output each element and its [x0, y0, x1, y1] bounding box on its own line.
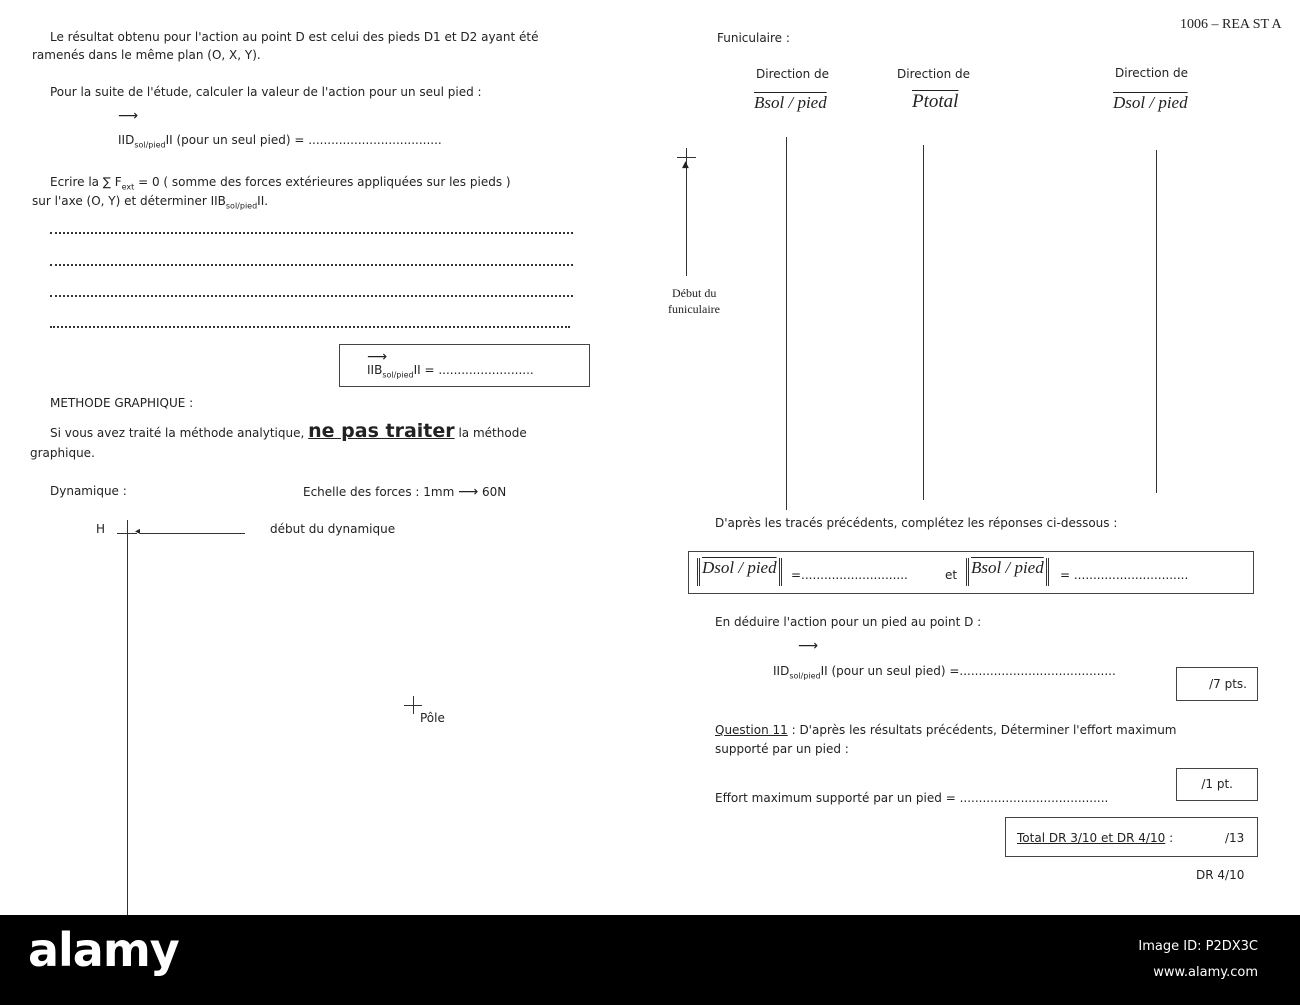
arrow-up-icon: ▲ [682, 160, 689, 170]
direction-vector-2: Ptotal [912, 91, 959, 112]
question-11: Question 11 : D'après les résultats précédents, Déterminer l'effort maximum [715, 723, 1177, 737]
vector-arrow-icon: ⟶ [798, 638, 819, 654]
complete-instruction: D'après les tracés précédents, complétez les réponses ci-dessous : [715, 516, 1118, 530]
b-result-field[interactable]: = .............................. [1060, 568, 1189, 582]
funiculaire-label: Funiculaire : [717, 31, 790, 45]
vector-arrow-icon: ⟶ [367, 349, 388, 365]
b-answer-box[interactable] [339, 344, 590, 387]
direction-label-3: Direction de [1115, 66, 1189, 80]
answer-line-1[interactable] [50, 232, 573, 234]
b-answer-text: $IIB_{sol/pied}II$ = ......................... [367, 363, 534, 380]
points-box-1 [1176, 768, 1258, 801]
vector-arrow-icon: ⟶ [118, 108, 139, 124]
d-result-field[interactable]: =............................ [791, 568, 908, 582]
pole-label: Pôle [420, 711, 445, 725]
results-box[interactable] [688, 551, 1254, 594]
alamy-url: www.alamy.com [1153, 965, 1258, 980]
dynamique-pointer-line [140, 533, 245, 534]
document-ref: 1006 – REA ST A [1180, 17, 1282, 32]
method-note: Si vous avez traité la méthode analytique, ne pas traiter la méthode [50, 420, 527, 442]
arrow-left-icon: ◂ [135, 526, 141, 537]
intro-line-2: ramenés dans le même plan (O, X, Y). [32, 48, 261, 62]
points-1: /1 pt. [1201, 777, 1233, 791]
total-box [1005, 817, 1258, 857]
direction-line-p [923, 145, 924, 500]
points-box-7 [1176, 667, 1258, 701]
d-result-formula[interactable]: $IID_{sol/pied}II$ (pour un seul pied) =......................................... [773, 664, 1116, 681]
points-7: /7 pts. [1209, 677, 1247, 691]
d-formula: $IID_{sol/pied}II$ (pour un seul pied) = ................................... [118, 133, 442, 150]
b-norm: Bsol / pied [966, 558, 1049, 586]
intro-line-1: Le résultat obtenu pour l'action au point D est celui des pieds D1 et D2 ayant été [50, 30, 539, 44]
force-scale: Echelle des forces : 1mm ⟶ 60N [303, 484, 507, 500]
d-norm: Dsol / pied [697, 558, 782, 586]
effort-max-field[interactable]: Effort maximum supporté par un pied = ....................................... [715, 791, 1109, 805]
image-id: Image ID: P2DX3C [1138, 939, 1258, 954]
question-11-line-2: supporté par un pied : [715, 742, 849, 756]
sum-forces-line-2: sur l'axe (O, Y) et déterminer $IIB_{sol/pied}II$. [32, 194, 269, 211]
page-number: DR 4/10 [1196, 868, 1245, 882]
funiculaire-start-1: Début du [672, 286, 717, 300]
dynamique-vertical-line [127, 520, 128, 915]
total-label: Total DR 3/10 et DR 4/10 : [1017, 831, 1174, 845]
direction-label-1: Direction de [756, 67, 830, 81]
sum-forces-line: Ecrire la ∑ $F_{ext} = 0$ ( somme des forces extérieures appliquées sur les pieds ) [50, 175, 511, 192]
direction-line-b [786, 137, 787, 510]
direction-vector-3: Dsol / pied [1113, 93, 1188, 112]
instruction-calc: Pour la suite de l'étude, calculer la valeur de l'action pour un seul pied : [50, 85, 482, 99]
answer-line-4[interactable] [50, 326, 570, 328]
dynamique-start-label: début du dynamique [270, 522, 396, 536]
cross-h-mark [117, 533, 137, 534]
answer-line-3[interactable] [50, 295, 573, 297]
method-note-2: graphique. [30, 446, 95, 460]
point-h-label: H [96, 522, 106, 536]
pole-cross-vertical [413, 696, 414, 714]
dynamique-label: Dynamique : [50, 484, 127, 498]
method-title: METHODE GRAPHIQUE : [50, 396, 194, 410]
direction-line-d [1156, 150, 1157, 493]
et-label: et [945, 568, 958, 582]
alamy-logo: alamy [28, 923, 179, 977]
answer-line-2[interactable] [50, 264, 573, 266]
direction-vector-1: Bsol / pied [754, 93, 827, 112]
direction-label-2: Direction de [897, 67, 971, 81]
total-points: /13 [1225, 831, 1245, 845]
deduce-instruction: En déduire l'action pour un pied au point D : [715, 615, 982, 629]
watermark-band [0, 915, 1300, 1005]
funiculaire-start-2: funiculaire [668, 302, 720, 316]
